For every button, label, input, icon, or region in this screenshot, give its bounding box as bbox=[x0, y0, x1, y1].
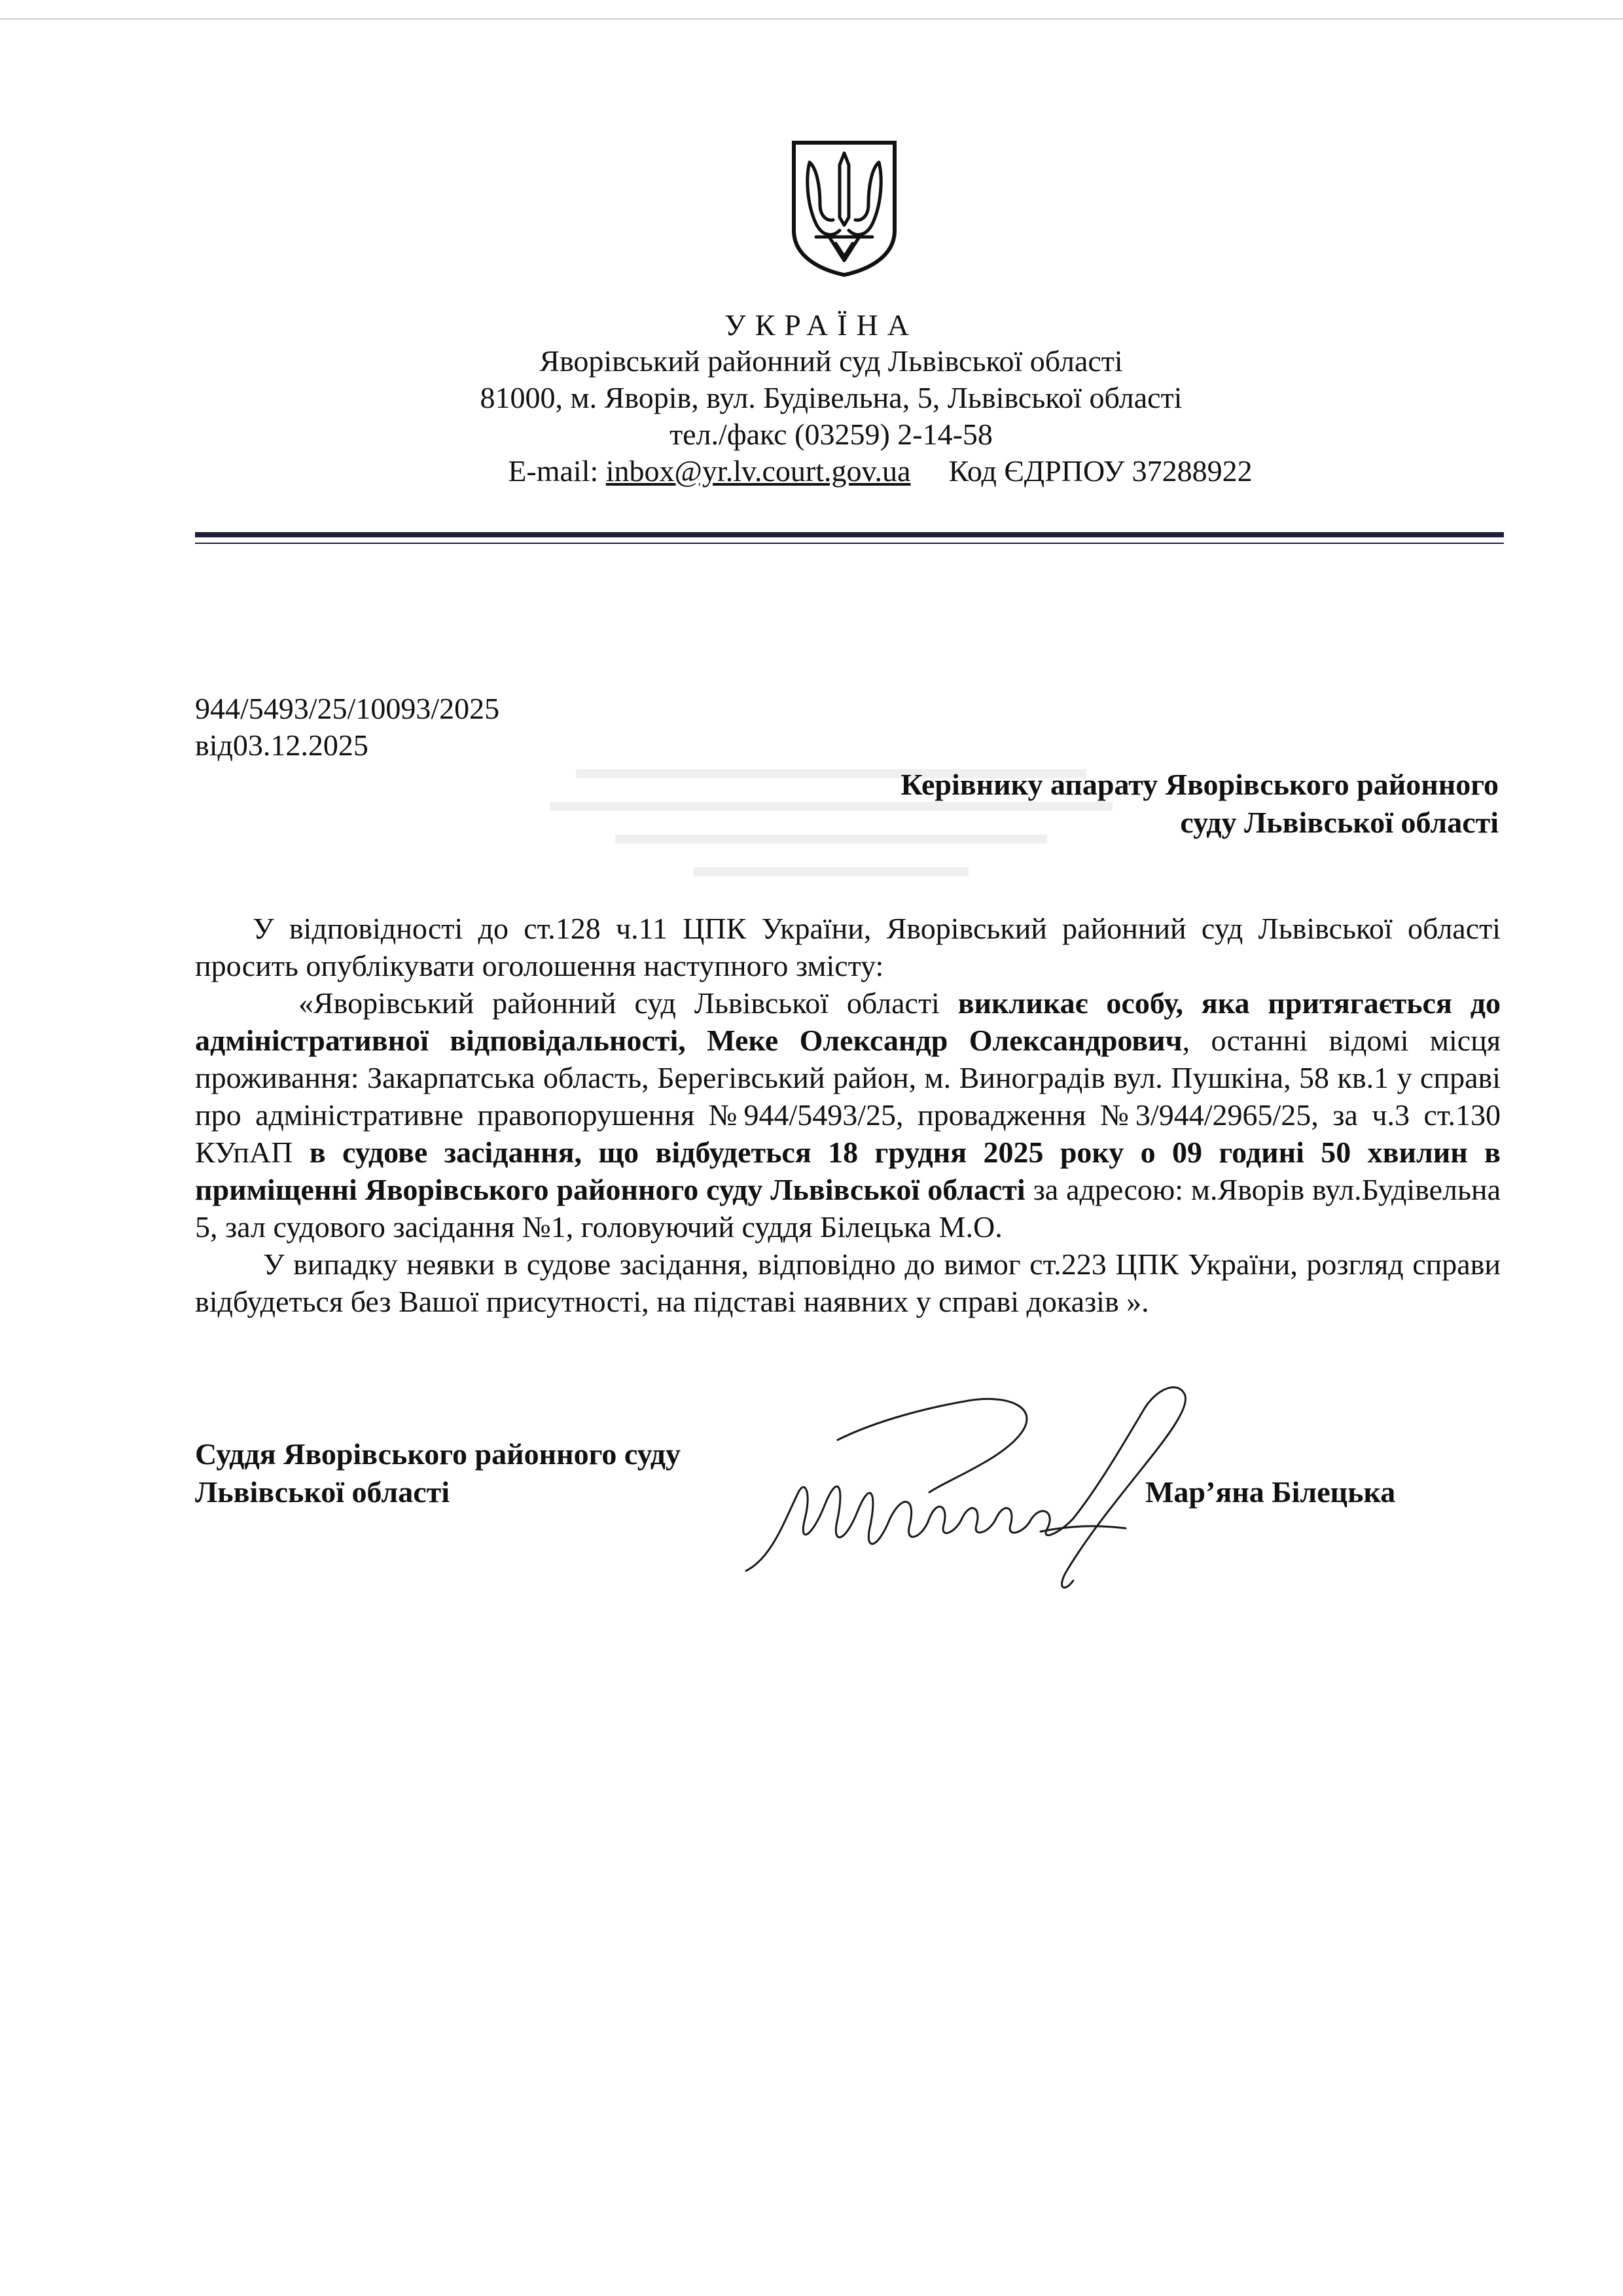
header-divider-thick bbox=[195, 532, 1504, 537]
email-link[interactable]: inbox@yr.lv.court.gov.ua bbox=[605, 454, 911, 488]
paragraph-absence: У випадку неявки в судове засідання, відповідно до вимог ст.223 ЦПК України, розгляд справи відбудеться без Вашої присутності, на підставі наявних у справі доказів ». bbox=[195, 1247, 1501, 1318]
edrpou-code: Код ЄДРПОУ 37288922 bbox=[948, 454, 1253, 488]
announcement-part-1: «Яворівський районний суд Львівської області bbox=[298, 986, 958, 1020]
country-name: УКРАЇНА bbox=[724, 308, 918, 342]
addressee bbox=[901, 766, 1499, 842]
paragraph-intro: У відповідності до ст.128 ч.11 ЦПК України, Яворівський районний суд Львівської області просить опублікувати оголошення наступного змісту: bbox=[195, 912, 1501, 982]
announcement-part-2: , останні відомі місця проживання: Закарпатська область, Берегівський район, м. Виноградів вул. Пушкіна, 58 кв.1 у справі про адміністративне правопорушення №944/5493/25, провадження №3/944/2965/25, за ч.3 ст.130 КУпАП bbox=[195, 1024, 1501, 1169]
announcement-summons: викликає особу, яка притягається до адміністративної відповідальності, Меке Олександр Олександрович bbox=[195, 986, 1501, 1057]
signer-title-line-1: Суддя Яворівського районного суду bbox=[195, 1437, 681, 1471]
ref-number: 944/5493/25/10093/2025 bbox=[195, 692, 500, 725]
court-name: Яворівський районний суд Львівської області bbox=[539, 344, 1123, 378]
signer-name: Мар’яна Білецька bbox=[1145, 1475, 1396, 1509]
signature-mark bbox=[733, 1361, 1204, 1597]
addressee-line-1: Керівнику апарату Яворівського районного bbox=[901, 768, 1499, 801]
tryzub-icon bbox=[790, 139, 899, 278]
paragraph-announcement bbox=[195, 984, 1501, 1246]
document-reference bbox=[195, 691, 499, 764]
addressee-line-2: суду Львівської області bbox=[1180, 806, 1499, 839]
announcement-hearing: в судове засідання, що відбудеться 18 грудня 2025 року о 09 годині 50 хвилин в приміщенні Яворівського районного суду Львівської області bbox=[195, 1136, 1501, 1206]
header-divider-thin bbox=[195, 543, 1504, 544]
signer-title-line-2: Львівської області bbox=[195, 1475, 450, 1509]
court-contacts bbox=[137, 453, 1623, 490]
signer-title bbox=[195, 1435, 681, 1511]
announcement-part-3: за адресою: м.Яворів вул.Будівельна 5, зал судового засідання №1, головуючий суддя Білецька М.О. bbox=[195, 1173, 1501, 1244]
court-phone: тел./факс (03259) 2-14-58 bbox=[669, 418, 993, 451]
ref-date: від03.12.2025 bbox=[195, 728, 368, 762]
letter-body bbox=[195, 910, 1501, 1320]
letterhead bbox=[0, 308, 1623, 490]
email-label: E-mail: bbox=[508, 454, 606, 488]
scan-edge-line bbox=[0, 18, 1623, 20]
court-address: 81000, м. Яворів, вул. Будівельна, 5, Львівської області bbox=[480, 381, 1183, 414]
